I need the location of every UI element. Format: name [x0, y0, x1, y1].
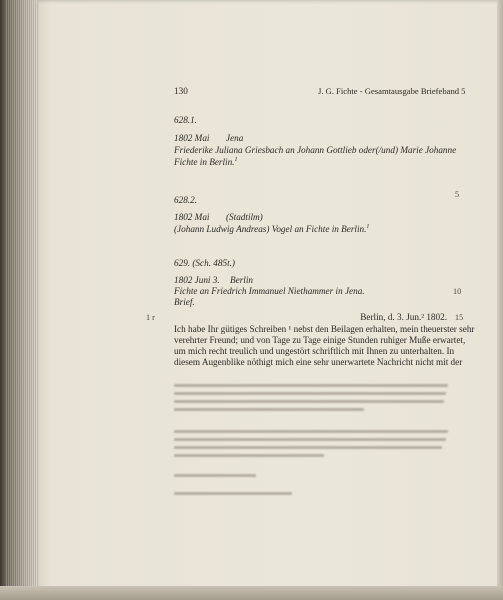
entry-date: 1802 Mai	[174, 133, 210, 143]
entry-date: 1802 Mai	[174, 212, 210, 222]
entry-number: 628.2.	[174, 195, 197, 205]
table-surface	[0, 586, 503, 600]
letter-body-line: Ich habe Ihr gütiges Schreiben ¹ nebst den Beilagen erhalten, mein theuerster sehr	[174, 324, 475, 334]
letter-body-line: diesem Augenblike nöthigt mich eine sehr unerwartete Nachricht nicht mit der	[174, 357, 463, 367]
entry-date: 1802 Juni 3.	[174, 275, 220, 285]
running-title: J. G. Fichte - Gesamtausgabe Briefeband 5	[318, 86, 466, 96]
entry-place: Berlin	[230, 275, 253, 285]
entry-number: 629. (Sch. 485t.)	[174, 258, 235, 268]
entry-place: Jena	[226, 133, 244, 143]
margin-line-number: 10	[453, 287, 462, 296]
page-stack-edge	[6, 0, 40, 600]
page-number: 130	[174, 86, 188, 96]
margin-line-number: 5	[455, 190, 460, 199]
entry-description-line: Friederike Juliana Griesbach an Johann Gottlieb oder(/und) Marie Johanne	[174, 145, 457, 155]
entry-description-line: (Johann Ludwig Andreas) Vogel an Fichte in Berlin.$^1$	[174, 224, 370, 235]
entry-description-line: Brief.	[174, 297, 195, 307]
entry-place: (Stadtilm)	[226, 212, 263, 222]
folio-mark: 1 r	[146, 313, 155, 322]
letter-body-line: um mich recht treulich und ungestört schriftlich mit Ihnen zu unterhalten. In	[174, 346, 455, 356]
entry-description-line: Fichte an Friedrich Immanuel Niethammer in Jena.	[174, 286, 365, 296]
margin-line-number: 15	[455, 313, 464, 322]
footnote-marker: 1	[234, 157, 238, 163]
footnote-marker: 1	[366, 224, 370, 230]
letter-dateline: Berlin, d. 3. Jun.² 1802.	[360, 312, 447, 322]
letter-body-line: verehrter Freund; und von Tage zu Tage einige Stunden ruhiger Muße erwartet,	[174, 335, 466, 345]
entry-number: 628.1.	[174, 115, 197, 125]
entry-description-line: Fichte in Berlin.$^1$	[174, 157, 238, 168]
page-right-edge	[497, 0, 503, 600]
